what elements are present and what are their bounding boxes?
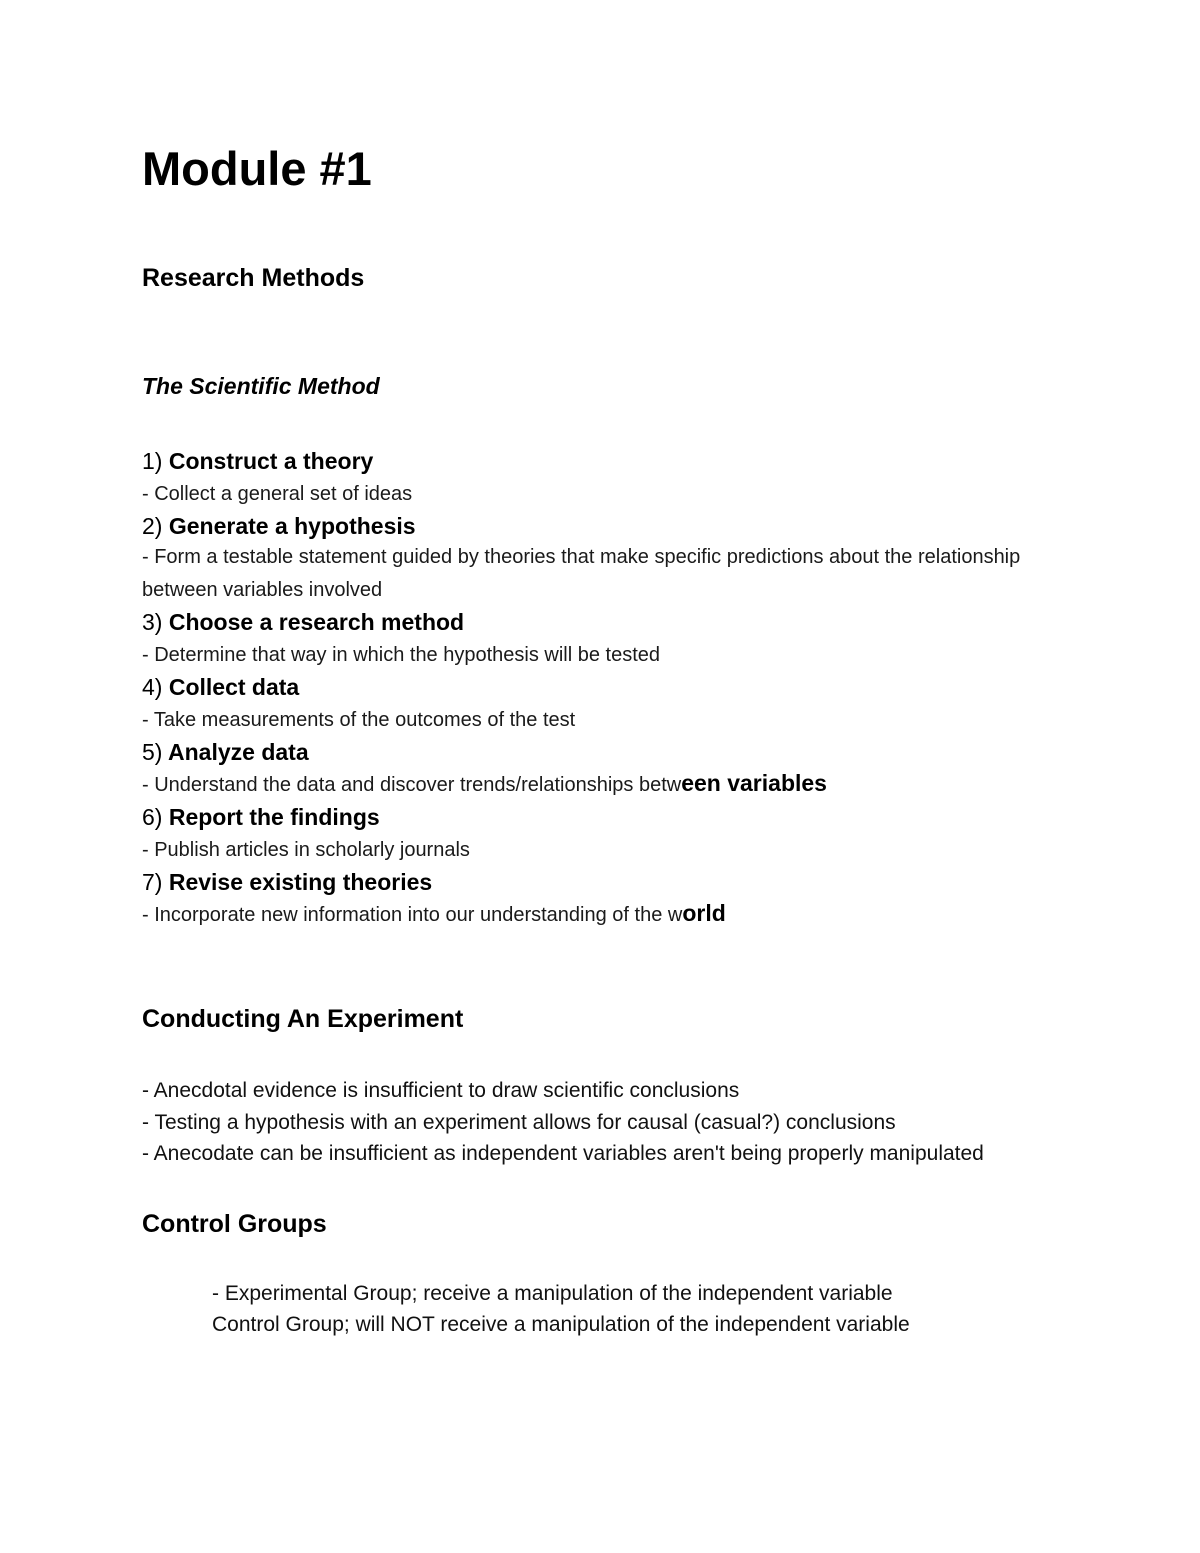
step-title-text: Report the findings <box>168 804 380 830</box>
step-description <box>142 898 1072 931</box>
step-item <box>142 510 1072 606</box>
step-number: 4) <box>142 674 163 700</box>
conducting-experiment-heading: Conducting An Experiment <box>142 1005 464 1033</box>
page-title: Module #1 <box>142 142 372 195</box>
step-title <box>142 606 1072 638</box>
step-number: 2) <box>142 513 163 539</box>
step-item <box>142 606 1072 671</box>
step-description-text: - Incorporate new information into our understanding of the w <box>142 904 683 926</box>
step-number: 6) <box>142 804 163 830</box>
step-title-text: Choose a research method <box>168 609 465 635</box>
step-title-text: Revise existing theories <box>168 869 433 895</box>
step-title <box>142 736 1072 768</box>
step-description <box>142 703 1072 736</box>
step-title <box>142 866 1072 898</box>
step-number: 7) <box>142 869 163 895</box>
step-item <box>142 736 1072 801</box>
research-methods-heading: Research Methods <box>142 264 365 292</box>
step-item <box>142 671 1072 736</box>
step-description <box>142 768 1072 801</box>
scientific-method-heading: The Scientific Method <box>142 373 380 399</box>
step-title-text: Generate a hypothesis <box>168 513 416 539</box>
step-description-text: - Publish articles in scholarly journals <box>142 839 470 861</box>
step-item <box>142 445 1072 510</box>
list-item: - Anecdotal evidence is insufficient to draw scientific conclusions <box>142 1079 740 1102</box>
list-item: - Anecodate can be insufficient as independent variables aren't being properly manipulated <box>142 1142 984 1165</box>
document-page <box>142 140 1072 1341</box>
step-description-text: - Understand the data and discover trends/relationships betw <box>142 774 682 796</box>
step-title <box>142 801 1072 833</box>
step-description-text: - Take measurements of the outcomes of the test <box>142 709 576 731</box>
control-groups-heading: Control Groups <box>142 1209 327 1238</box>
scientific-method-steps <box>142 445 1072 931</box>
step-title-text: Collect data <box>168 674 300 700</box>
step-number: 5) <box>142 739 163 765</box>
step-title-text: Analyze data <box>168 739 309 765</box>
step-description <box>142 477 1072 510</box>
step-item <box>142 801 1072 866</box>
step-description <box>142 638 1072 671</box>
list-item: - Experimental Group; receive a manipulation of the independent variable <box>212 1281 893 1305</box>
step-description-tail: orld <box>682 900 726 926</box>
step-title <box>142 671 1072 703</box>
step-title <box>142 510 1072 542</box>
conducting-experiment-list <box>142 1075 1072 1170</box>
step-description <box>142 542 1072 606</box>
list-item: - Testing a hypothesis with an experiment allows for causal (casual?) conclusions <box>142 1110 896 1134</box>
step-item <box>142 866 1072 931</box>
control-groups-list <box>142 1278 1072 1341</box>
step-number: 3) <box>142 609 163 635</box>
step-description-tail: een variables <box>681 770 827 796</box>
step-description-text: - Determine that way in which the hypothesis will be tested <box>142 644 661 666</box>
step-number: 1) <box>142 448 163 474</box>
step-title-text: Construct a theory <box>168 448 374 474</box>
step-description-text: - Collect a general set of ideas <box>142 483 413 505</box>
step-title <box>142 445 1072 477</box>
list-item: Control Group; will NOT receive a manipulation of the independent variable <box>212 1313 910 1336</box>
step-description-text: - Form a testable statement guided by theories that make specific predictions about the relationship between variables involved <box>142 546 1021 601</box>
step-description <box>142 833 1072 866</box>
